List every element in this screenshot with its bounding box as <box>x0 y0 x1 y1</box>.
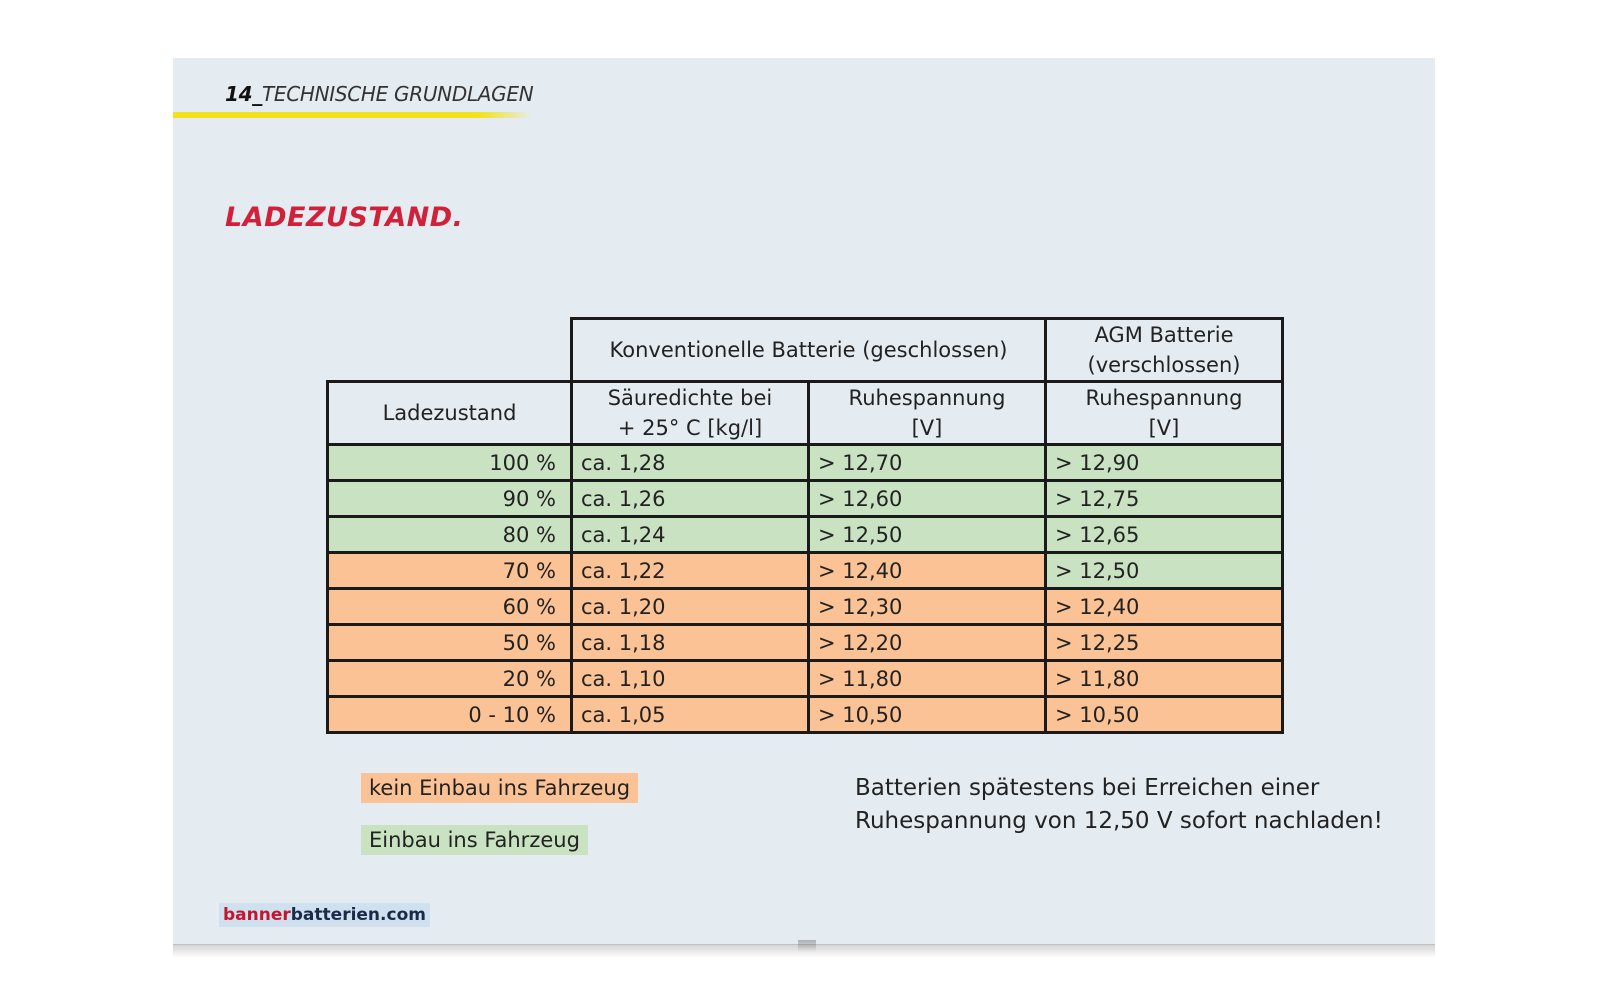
density-cell: ca. 1,10 <box>572 661 809 697</box>
page-title: LADEZUSTAND. <box>225 202 464 233</box>
density-cell: ca. 1,26 <box>572 481 809 517</box>
column-header-row <box>328 382 1283 445</box>
density-cell: ca. 1,28 <box>572 445 809 481</box>
density-header-line2: + 25° C [kg/l] <box>617 416 763 440</box>
density-cell: ca. 1,18 <box>572 625 809 661</box>
table-row <box>328 553 1283 589</box>
state-column-header: Ladezustand <box>328 382 572 445</box>
voltage-header-line2: [V] <box>911 416 943 440</box>
agm-voltage-cell: > 10,50 <box>1046 697 1283 733</box>
brochure-page <box>173 58 1435 945</box>
state-cell: 70 % <box>328 553 572 589</box>
agm-voltage-cell: > 12,50 <box>1046 553 1283 589</box>
state-cell: 90 % <box>328 481 572 517</box>
agm-header-line2: (verschlossen) <box>1087 353 1241 377</box>
voltage-column-header <box>809 382 1046 445</box>
empty-corner <box>328 319 572 382</box>
agm-header-line1: AGM Batterie <box>1094 323 1234 347</box>
group-header-row <box>328 319 1283 382</box>
header-underline <box>173 112 533 118</box>
state-cell: 60 % <box>328 589 572 625</box>
agm-voltage-cell: > 12,25 <box>1046 625 1283 661</box>
voltage-cell: > 12,70 <box>809 445 1046 481</box>
section-title: TECHNISCHE GRUNDLAGEN <box>261 82 534 106</box>
voltage-cell: > 12,30 <box>809 589 1046 625</box>
density-cell: ca. 1,05 <box>572 697 809 733</box>
header-separator: _ <box>252 82 262 106</box>
voltage-cell: > 12,60 <box>809 481 1046 517</box>
state-cell: 0 - 10 % <box>328 697 572 733</box>
agm-voltage-cell: > 12,75 <box>1046 481 1283 517</box>
agm-voltage-cell: > 12,90 <box>1046 445 1283 481</box>
voltage-cell: > 12,50 <box>809 517 1046 553</box>
footer-domain: batterien.com <box>290 905 426 925</box>
density-header-line1: Säuredichte bei <box>607 386 773 410</box>
charge-state-table <box>326 317 1284 734</box>
table-row <box>328 445 1283 481</box>
agm-voltage-cell: > 11,80 <box>1046 661 1283 697</box>
recharge-note-line1: Batterien spätestens bei Erreichen einer <box>855 775 1320 801</box>
agm-voltage-column-header <box>1046 382 1283 445</box>
density-cell: ca. 1,24 <box>572 517 809 553</box>
agm-voltage-cell: > 12,40 <box>1046 589 1283 625</box>
state-cell: 100 % <box>328 445 572 481</box>
legend-no-install: kein Einbau ins Fahrzeug <box>361 773 638 803</box>
footer-url[interactable] <box>219 903 430 927</box>
voltage-cell: > 12,40 <box>809 553 1046 589</box>
density-cell: ca. 1,20 <box>572 589 809 625</box>
voltage-cell: > 11,80 <box>809 661 1046 697</box>
conventional-battery-header: Konventionelle Batterie (geschlossen) <box>572 319 1046 382</box>
density-column-header <box>572 382 809 445</box>
state-cell: 20 % <box>328 661 572 697</box>
agm-battery-header <box>1046 319 1283 382</box>
table-row <box>328 481 1283 517</box>
recharge-note-line2: Ruhespannung von 12,50 V sofort nachladen! <box>855 808 1383 834</box>
table-row <box>328 589 1283 625</box>
agm-voltage-cell: > 12,65 <box>1046 517 1283 553</box>
table-row <box>328 697 1283 733</box>
footer-brand: banner <box>223 905 291 925</box>
page-fold <box>798 940 816 952</box>
table-row <box>328 517 1283 553</box>
agm-voltage-header-line1: Ruhespannung <box>1085 386 1243 410</box>
state-cell: 50 % <box>328 625 572 661</box>
agm-voltage-header-line2: [V] <box>1148 416 1180 440</box>
page-header <box>225 82 533 106</box>
legend-install: Einbau ins Fahrzeug <box>361 825 588 855</box>
table-row <box>328 625 1283 661</box>
voltage-cell: > 10,50 <box>809 697 1046 733</box>
density-cell: ca. 1,22 <box>572 553 809 589</box>
state-cell: 80 % <box>328 517 572 553</box>
voltage-cell: > 12,20 <box>809 625 1046 661</box>
recharge-note <box>855 772 1383 838</box>
page-number: 14 <box>225 82 253 106</box>
table-row <box>328 661 1283 697</box>
voltage-header-line1: Ruhespannung <box>848 386 1006 410</box>
